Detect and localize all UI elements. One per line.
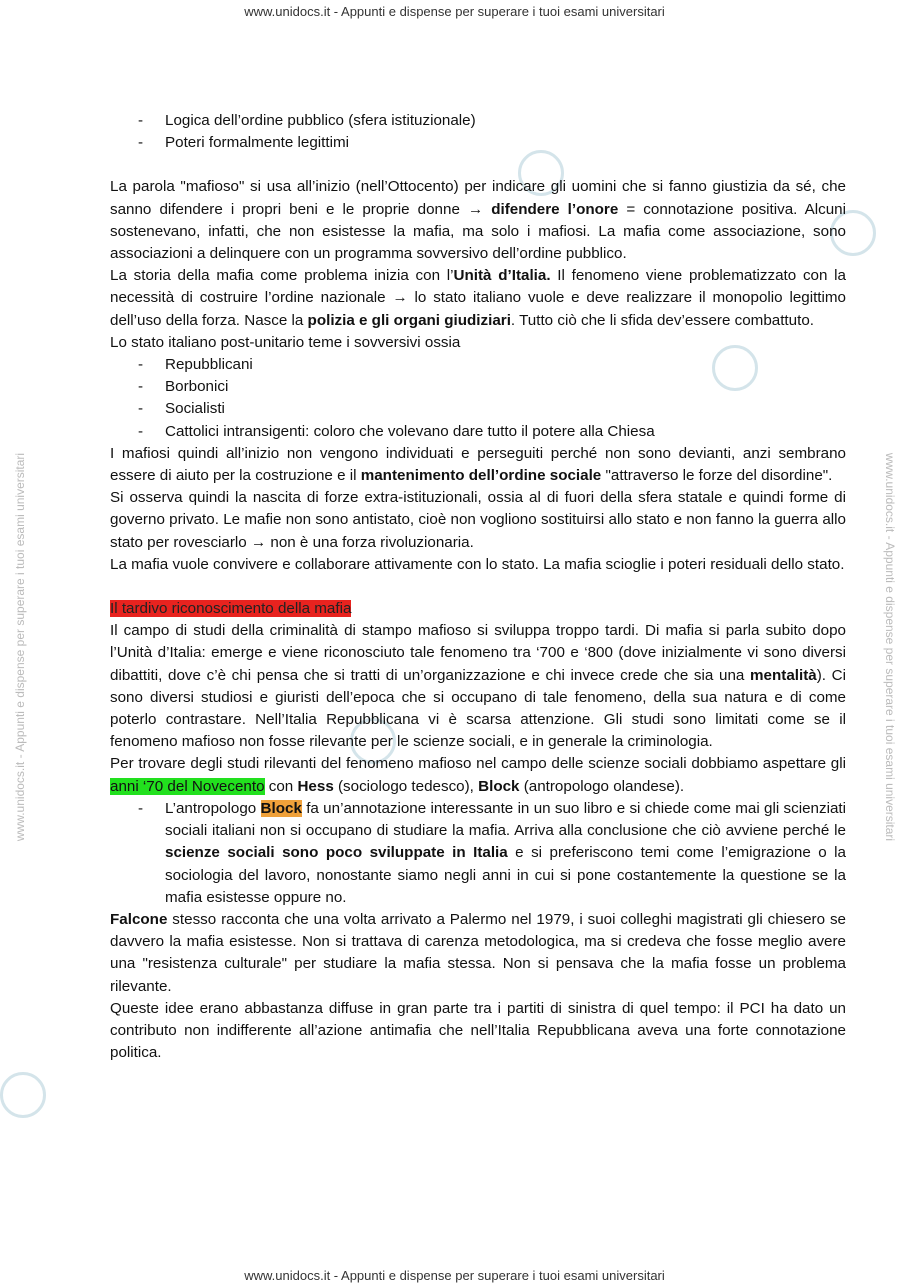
paragraph: La parola "mafioso" si usa all’inizio (nell’Ottocento) per indicare gli uomini che si fanno giustizia da sé, che sanno difendere i propri beni e le proprie donne → difendere l’onore = connotazione positiva. Alcuni sostenevano, infatti, che non esistesse la mafia, ma solo i mafiosi. La mafia come associazione, sono associazioni a delinquere con un programma sovversivo dell’ordine pubblico. bbox=[110, 178, 846, 263]
section-heading: Il tardivo riconoscimento della mafia bbox=[110, 600, 352, 618]
document-body bbox=[110, 110, 846, 1064]
paragraph: Si osserva quindi la nascita di forze extra-istituzionali, ossia al di fuori della sfera statale e quindi forme di governo privato. Le mafie non sono antistato, cioè non vogliono sostituirsi allo stato e non fanno la guerra allo stato per rovesciarlo → non è una forza rivoluzionaria. bbox=[110, 489, 846, 551]
list-block bbox=[110, 798, 846, 909]
paragraph: Falcone stesso racconta che una volta arrivato a Palermo nel 1979, i suoi colleghi magistrati gli chiesero se davvero la mafia esistesse. Non si trattava di carenza metodologica, ma si credeva che fosse meglio avere una "resistenza culturale" per studiare la mafia stessa. Non si pensava che la mafia fosse un problema rilevante. bbox=[110, 910, 846, 995]
list-item: - Poteri formalmente legittimi bbox=[110, 132, 846, 154]
list-item: - Cattolici intransigenti: coloro che volevano dare tutto il potere alla Chiesa bbox=[110, 421, 846, 443]
list-item: - Repubblicani bbox=[110, 354, 846, 376]
paragraph: Per trovare degli studi rilevanti del fenomeno mafioso nel campo delle scienze sociali dobbiamo aspettare gli anni ‘70 del Novecento con Hess (sociologo tedesco), Block (antropologo olandese). bbox=[110, 755, 846, 795]
list-item: - L’antropologo Block fa un’annotazione interessante in un suo libro e si chiede come mai gli scienziati sociali italiani non si occupano di studiare la mafia. Arriva alla conclusione che ciò avviene perché le scienze sociali sono poco sviluppate in Italia e si preferiscono temi come l’emigrazione o la sociologia del lavoro, nonostante siamo negli anni in cui si pone costantemente la questione se la mafia esistesse oppure no. bbox=[110, 798, 846, 909]
paragraph: La mafia vuole convivere e collaborare attivamente con lo stato. La mafia scioglie i poteri residuali dello stato. bbox=[110, 555, 845, 573]
list-institutional bbox=[110, 110, 846, 154]
paragraph: I mafiosi quindi all’inizio non vengono individuati e perseguiti perché non sono devianti, anzi sembrano essere di aiuto per la costruzione e il mantenimento dell’ordine sociale "attraverso le forze del disordine". bbox=[110, 444, 846, 485]
paragraph: La storia della mafia come problema inizia con l’Unità d’Italia. Il fenomeno viene problematizzato con la necessità di costruire l’ordine nazionale → lo stato italiano vuole e deve realizzare il monopolio legittimo dell’uso della forza. Nasce la polizia e gli organi giudiziari. Tutto ciò che li sfida dev’essere combattuto. bbox=[110, 267, 846, 329]
list-subversives bbox=[110, 354, 846, 443]
page-header-watermark: www.unidocs.it - Appunti e dispense per superare i tuoi esami universitari bbox=[244, 4, 665, 19]
list-item: - Socialisti bbox=[110, 398, 846, 420]
paragraph: Queste idee erano abbastanza diffuse in gran parte tra i partiti di sinistra di quel tempo: il PCI ha dato un contributo non indifferente all’azione antimafia che nell’Italia Repubblicana aveva una forte connotazione politica. bbox=[110, 999, 846, 1062]
list-item: - Borbonici bbox=[110, 376, 846, 398]
side-watermark-left: www.unidocs.it - Appunti e dispense per superare i tuoi esami universitari bbox=[13, 452, 27, 842]
paragraph: Lo stato italiano post-unitario teme i sovversivi ossia bbox=[110, 333, 461, 351]
paragraph: Il campo di studi della criminalità di stampo mafioso si sviluppa troppo tardi. Di mafia si parla subito dopo l’Unità d’Italia: emerge e viene riconosciuto tale fenomeno tra ‘700 e ‘800 (dove inizialmente vi sono diversi dibattiti, dove c’è chi pensa che si tratti di un’organizzazione e chi invece crede che sia una mentalità). Ci sono diversi studiosi e giuristi dell’epoca che si occupano di tale fenomeno, della sua natura e di come poterlo contrastare. Nell’Italia Repubblicana vi è scarsa attenzione. Gli studi sono limitati come se il fenomeno mafioso non fosse rilevante per le scienze sociali, e in generale la criminologia. bbox=[110, 622, 847, 751]
side-watermark-right: www.unidocs.it - Appunti e dispense per superare i tuoi esami universitari bbox=[883, 452, 897, 842]
list-item: - Logica dell’ordine pubblico (sfera istituzionale) bbox=[110, 110, 846, 132]
logo-watermark-icon bbox=[0, 1072, 46, 1118]
page-footer-watermark: www.unidocs.it - Appunti e dispense per superare i tuoi esami universitari bbox=[244, 1268, 665, 1283]
